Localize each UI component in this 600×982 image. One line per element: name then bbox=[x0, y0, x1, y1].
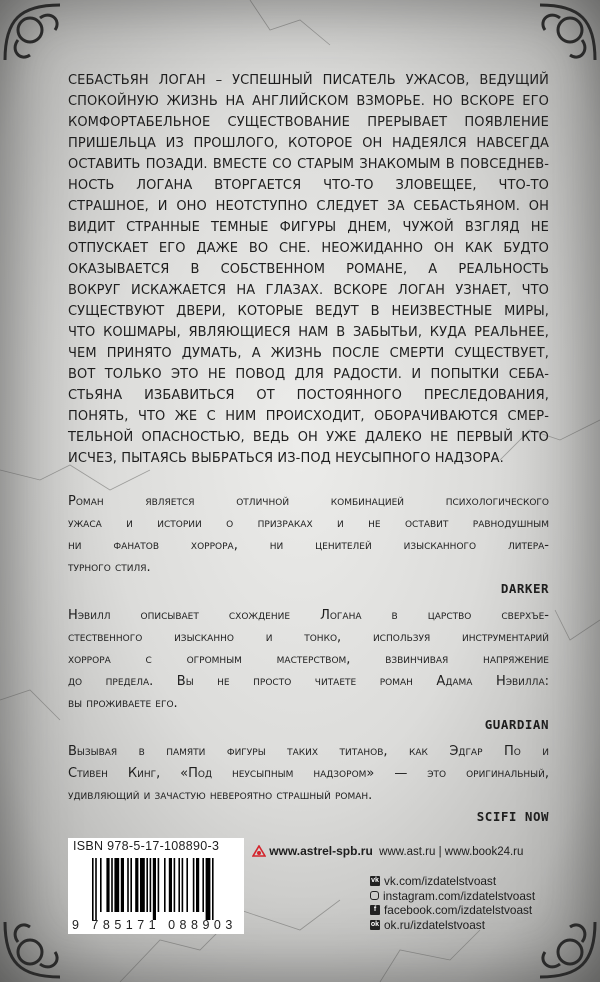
barcode-bar bbox=[182, 858, 184, 912]
text-line: ТЕЛЬНОЙ ОПАСНОСТЬЮ, ВЕДЬ ОН УЖЕ ДАЛЕКО НЕ ПЕРВЫЙ КТО bbox=[68, 430, 549, 445]
barcode-bar bbox=[95, 858, 97, 920]
barcode-bar bbox=[92, 858, 94, 920]
odnoklassniki-icon: ok bbox=[370, 920, 380, 928]
text-line: СУЩЕСТВУЮТ ДВЕРИ, КОТОРЫЕ ВЕДУТ В НЕИЗВЕСТНЫЕ МИРЫ, bbox=[68, 304, 549, 319]
text-line: до предела. Вы не просто читаете роман Адама Нэвилла: bbox=[68, 674, 549, 689]
text-line: НОСТЬ ЛОГАНА ВТОРГАЕТСЯ ЧТО-ТО ЗЛОВЕЩЕЕ, ЧТО-ТО bbox=[68, 178, 549, 193]
social-instagram[interactable] bbox=[370, 889, 535, 904]
review-source: SCIFI NOW bbox=[476, 809, 549, 824]
barcode-bar bbox=[158, 858, 160, 912]
barcode-bar bbox=[135, 858, 138, 912]
ean-number: 9 785171 088903 bbox=[72, 918, 237, 932]
isbn-text: ISBN 978-5-17-108890-3 bbox=[73, 839, 220, 853]
other-sites[interactable]: www.ast.ru | www.book24.ru bbox=[379, 846, 524, 858]
astrel-link[interactable]: www.astrel-spb.ru bbox=[269, 844, 373, 858]
barcode-bar bbox=[169, 858, 172, 912]
barcode bbox=[68, 838, 244, 934]
publisher-websites bbox=[252, 844, 523, 858]
barcode-bar bbox=[100, 858, 102, 912]
text-line: ОКАЗЫВАЕТСЯ В СОБСТВЕННОМ РОМАНЕ, А РЕАЛЬНОСТЬ bbox=[68, 262, 549, 277]
text-line: Стивен Кинг, «Под неусыпным надзором» — это оригинальный, bbox=[68, 766, 549, 781]
barcode-bar bbox=[174, 858, 176, 912]
barcode-bars bbox=[92, 858, 237, 920]
instagram-icon bbox=[370, 891, 379, 900]
barcode-bar bbox=[178, 858, 180, 912]
text-line: СПОКОЙНУЮ ЖИЗНЬ НА АНГЛИЙСКОМ ВЗМОРЬЕ. НО ВСКОРЕ ЕГО bbox=[68, 94, 549, 109]
text-line: ЧЕМ ПРИНЯТО ДУМАТЬ, А ЖИЗНЬ ПОСЛЕ СМЕРТИ СУЩЕСТВУЕТ, bbox=[68, 346, 549, 361]
text-line: ИСЧЕЗ, ПЫТАЯСЬ ВЫБРАТЬСЯ ИЗ-ПОД НЕУСЫПНОГО НАДЗОРА. bbox=[68, 451, 504, 466]
social-links bbox=[370, 874, 535, 932]
barcode-bar bbox=[111, 858, 113, 912]
text-line: КОМФОРТАБЕЛЬНОЕ СУЩЕСТВОВАНИЕ ПРЕРЫВАЕТ ПОЯВЛЕНИЕ bbox=[68, 115, 549, 130]
social-facebook[interactable] bbox=[370, 903, 535, 918]
barcode-bar bbox=[121, 858, 124, 912]
text-line: ни фанатов хоррора, ни ценителей изысканного литера- bbox=[68, 538, 549, 553]
review-guardian bbox=[68, 605, 549, 735]
barcode-bar bbox=[130, 858, 132, 912]
text-line: Роман является отличной комбинацией психологического bbox=[68, 494, 549, 509]
text-line: Нэвилл описывает схождение Логана в царство сверхъе- bbox=[68, 608, 549, 623]
barcode-bar bbox=[193, 858, 195, 912]
text-line: Вызывая в памяти фигуры таких титанов, как Эдгар По и bbox=[68, 744, 549, 759]
social-vk[interactable] bbox=[370, 874, 535, 889]
barcode-bar bbox=[196, 858, 199, 912]
barcode-bar bbox=[212, 858, 214, 920]
barcode-bar bbox=[153, 858, 156, 920]
social-label: facebook.com/izdatelstvoast bbox=[384, 903, 533, 917]
barcode-bar bbox=[164, 858, 166, 912]
barcode-bar bbox=[206, 858, 211, 920]
text-line: СТЬЯНА ИЗБАВИТЬСЯ ОТ ПОСТОЯННОГО ПРЕСЛЕДОВАНИЯ, bbox=[68, 388, 549, 403]
text-line: ВОТ ТОЛЬКО ЭТО НЕ ПОВОД ДЛЯ РАДОСТИ. И ПОПЫТКИ СЕБА- bbox=[68, 367, 549, 382]
social-label: instagram.com/izdatelstvoast bbox=[383, 888, 536, 903]
barcode-bar bbox=[106, 858, 109, 912]
social-label: vk.com/izdatelstvoast bbox=[384, 874, 497, 888]
text-line: ВОКРУГ ИСКАЖАЕТСЯ НА ГЛАЗАХ. ВСКОРЕ ЛОГАН УЗНАЕТ, ЧТО bbox=[68, 283, 549, 298]
barcode-bar bbox=[150, 858, 152, 912]
barcode-bar bbox=[186, 858, 188, 912]
text-line: ПРИШЕЛЬЦА ИЗ ПРОШЛОГО, КОТОРОЕ ОН НАДЕЯЛСЯ НАВСЕГДА bbox=[68, 136, 549, 151]
text-line: ОТПУСКАЕТ ЕГО ДАЖЕ ВО СНЕ. НЕОЖИДАННО ОН КАК БУДТО bbox=[68, 241, 549, 256]
barcode-bar bbox=[202, 858, 204, 912]
text-line: СЕБАСТЬЯН ЛОГАН – УСПЕШНЫЙ ПИСАТЕЛЬ УЖАСОВ, ВЕДУЩИЙ bbox=[68, 73, 549, 88]
vk-icon: vk bbox=[371, 877, 379, 885]
text-line: ОСТАВИТЬ ПОЗАДИ. ВМЕСТЕ СО СТАРЫМ ЗНАКОМЫМ В ПОВСЕДНЕВ- bbox=[68, 157, 549, 172]
ast-logo-icon bbox=[252, 845, 266, 857]
review-darker bbox=[68, 491, 549, 599]
barcode-bar bbox=[146, 858, 148, 912]
barcode-bar bbox=[140, 858, 145, 912]
facebook-icon: f bbox=[370, 905, 380, 915]
text-line: ВИДИТ СТРАННЫЕ ТЕМНЫЕ ФИГУРЫ ДНЕМ, ЧУЖОЙ ВЗГЛЯД НЕ bbox=[68, 220, 549, 235]
barcode-bar bbox=[114, 858, 119, 912]
barcode-bar bbox=[127, 858, 129, 912]
review-source: DARKER bbox=[500, 581, 549, 596]
text-line: ЧТО КОШМАРЫ, ЯВЛЯЮЩИЕСЯ НАМ В ЗАБЫТЬИ, КУДА РЕАЛЬНЕЕ, bbox=[68, 325, 549, 340]
text-line: стественного изысканно и тонко, используя инструментарий bbox=[68, 630, 549, 645]
text-line: ужаса и истории о призраках и не оставит равнодушным bbox=[68, 516, 549, 531]
social-ok[interactable] bbox=[370, 918, 535, 933]
text-line: ПОНЯТЬ, ЧТО ЖЕ С НИМ ПРОИСХОДИТ, ОБОРАЧИВАЮТСЯ СМЕР- bbox=[68, 409, 549, 424]
text-line: СТРАШНОЕ, И ОНО НЕОТСТУПНО СЛЕДУЕТ ЗА СЕБАСТЬЯНОМ. ОН bbox=[68, 199, 549, 214]
text-line: хоррора с огромным мастерством, взвинчивая напряжение bbox=[68, 652, 549, 667]
social-label: ok.ru/izdatelstvoast bbox=[384, 917, 485, 932]
cover-text bbox=[68, 70, 549, 827]
review-scifi-now bbox=[68, 741, 549, 827]
text-line: вы проживаете его. bbox=[68, 696, 178, 711]
text-line: турного стиля. bbox=[68, 560, 151, 575]
review-source: GUARDIAN bbox=[484, 717, 549, 732]
text-line: удивляющий и зачастую невероятно страшный роман. bbox=[68, 788, 373, 803]
blurb-paragraph bbox=[68, 70, 549, 469]
